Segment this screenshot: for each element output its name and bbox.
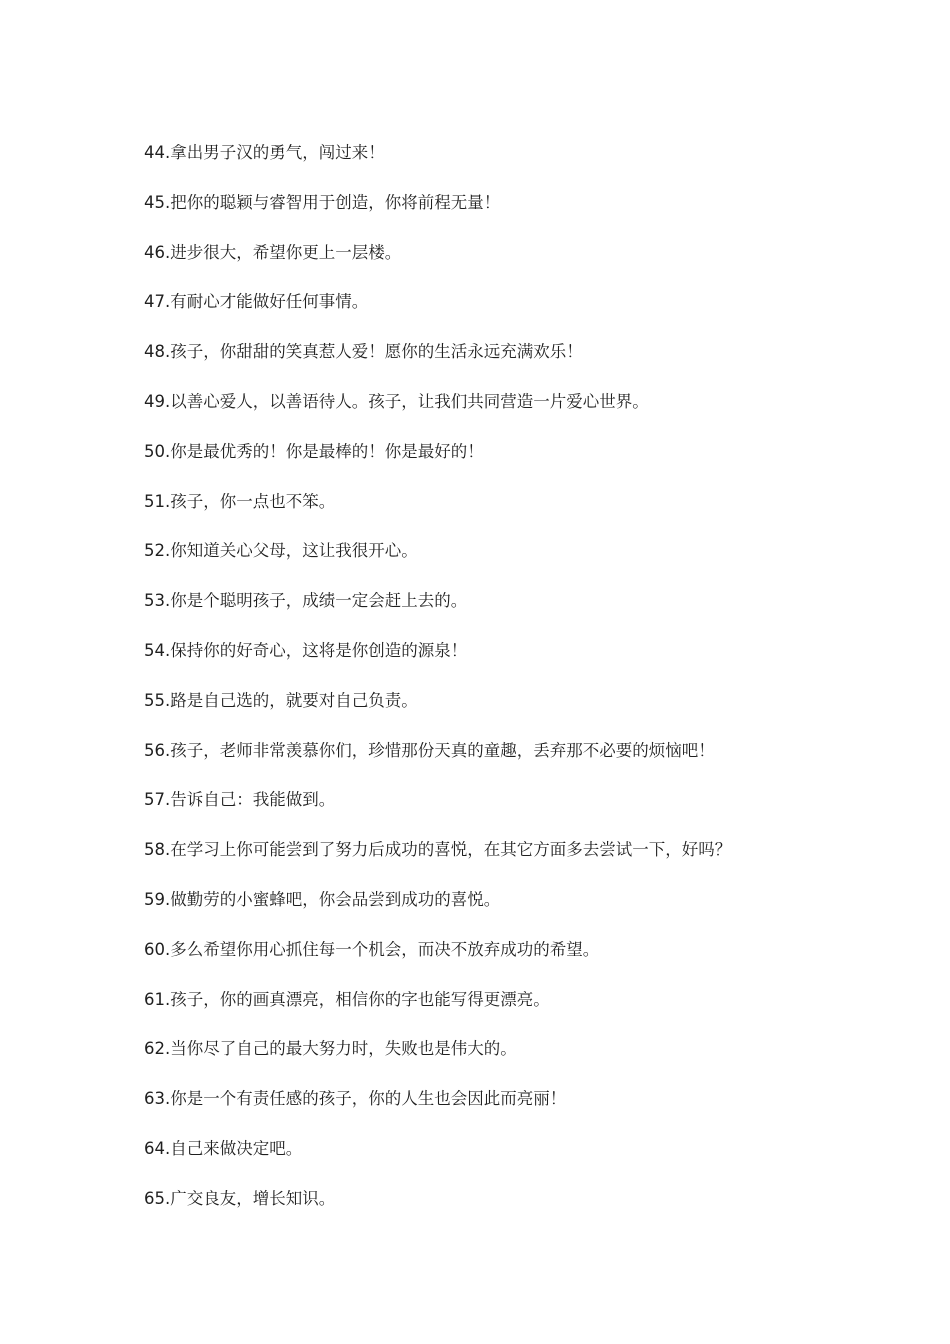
encouragement-list [144, 140, 904, 1236]
list-item: 47.有耐心才能做好任何事情。 [144, 292, 369, 312]
list-item: 48.孩子，你甜甜的笑真惹人爱！愿你的生活永远充满欢乐！ [144, 342, 583, 362]
list-item: 50.你是最优秀的！你是最棒的！你是最好的！ [144, 441, 484, 461]
list-item: 57.告诉自己：我能做到。 [144, 790, 336, 810]
list-item: 59.做勤劳的小蜜蜂吧，你会品尝到成功的喜悦。 [144, 889, 501, 909]
list-item: 63.你是一个有责任感的孩子，你的人生也会因此而亮丽！ [144, 1089, 567, 1109]
list-item: 64.自己来做决定吧。 [144, 1138, 303, 1158]
list-item: 52.你知道关心父母，这让我很开心。 [144, 541, 418, 561]
list-item: 65.广交良友，增长知识。 [144, 1188, 336, 1208]
list-item: 54.保持你的好奇心，这将是你创造的源泉！ [144, 640, 468, 660]
list-item: 55.路是自己选的，就要对自己负责。 [144, 690, 418, 710]
list-item: 60.多么希望你用心抓住每一个机会，而决不放弃成功的希望。 [144, 939, 600, 959]
list-item: 44.拿出男子汉的勇气，闯过来！ [144, 143, 385, 162]
list-item: 62.当你尽了自己的最大努力时，失败也是伟大的。 [144, 1039, 517, 1059]
list-item: 61.孩子，你的画真漂亮，相信你的字也能写得更漂亮。 [144, 989, 550, 1009]
list-item: 53.你是个聪明孩子，成绩一定会赶上去的。 [144, 591, 468, 611]
list-item: 51.孩子，你一点也不笨。 [144, 491, 336, 511]
list-item: 49.以善心爱人，以善语待人。孩子，让我们共同营造一片爱心世界。 [144, 391, 649, 411]
list-item: 46.进步很大，希望你更上一层楼。 [144, 242, 402, 262]
list-item: 56.孩子，老师非常羡慕你们，珍惜那份天真的童趣，丢弃那不必要的烦恼吧！ [144, 740, 715, 760]
list-item: 58.在学习上你可能尝到了努力后成功的喜悦，在其它方面多去尝试一下，好吗？ [144, 840, 732, 860]
list-item: 45.把你的聪颖与睿智用于创造，你将前程无量！ [144, 192, 501, 212]
